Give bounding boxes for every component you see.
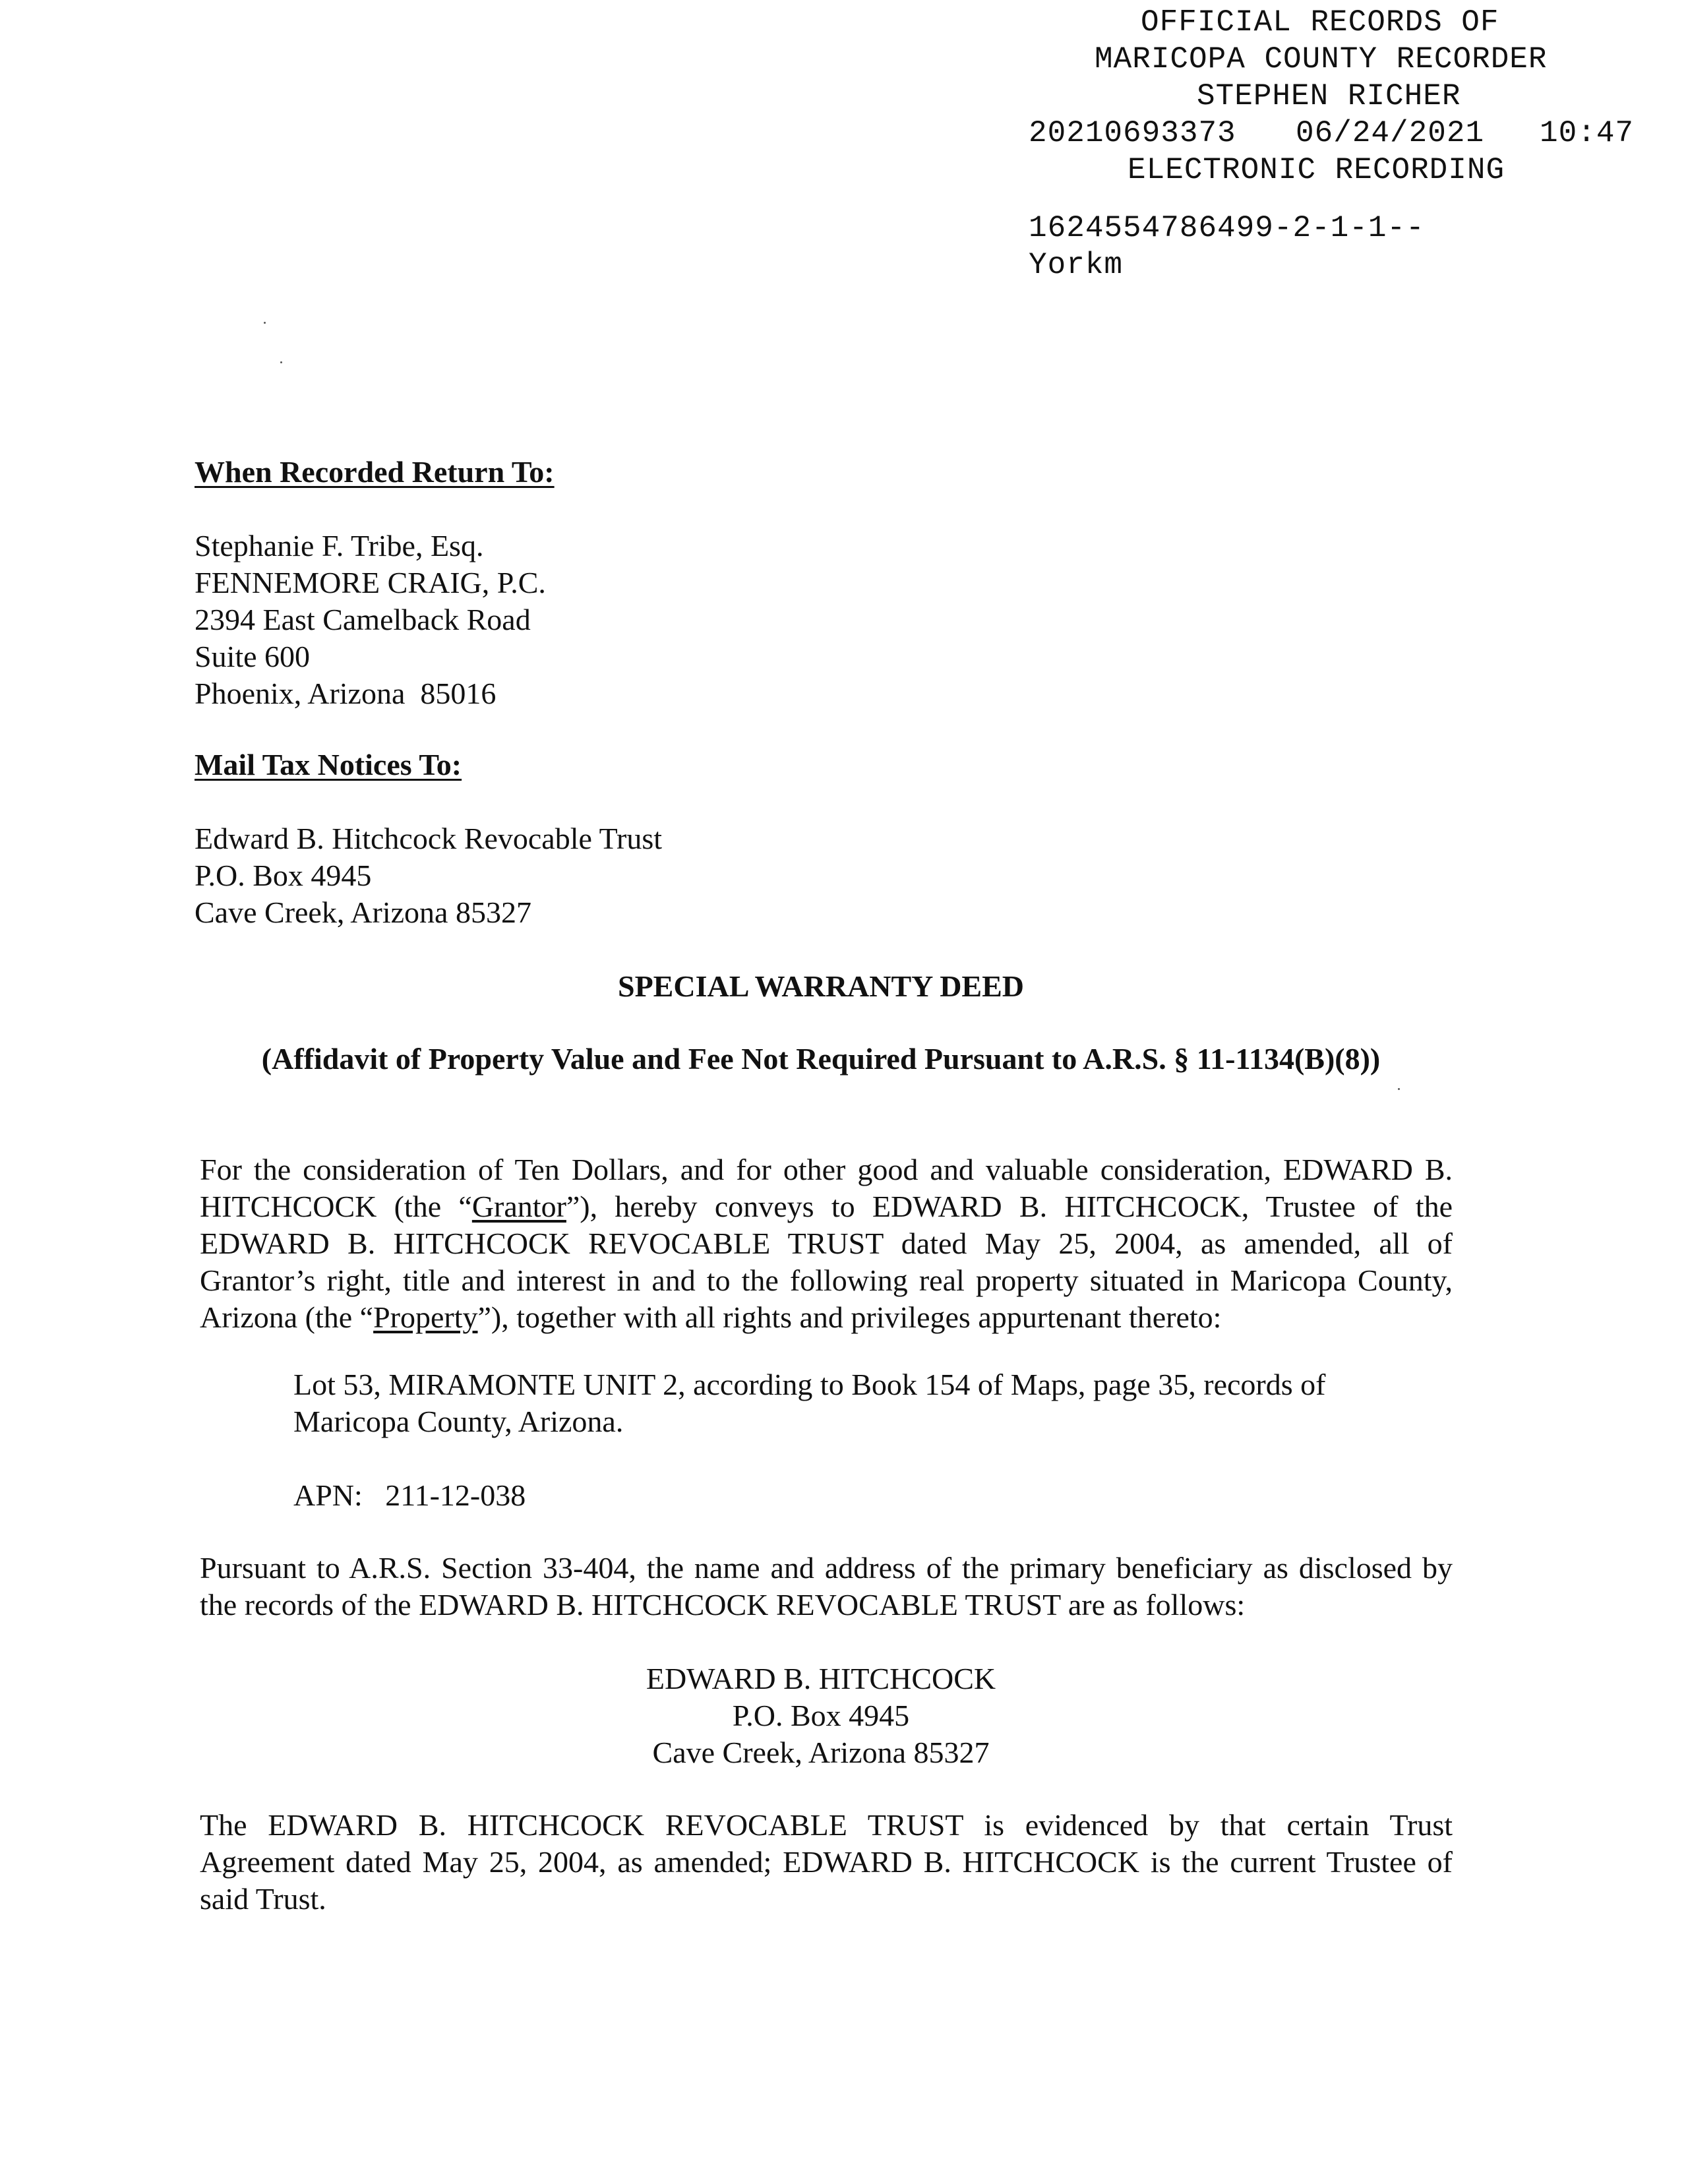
recording-number: 20210693373 xyxy=(1029,116,1236,150)
beneficiary-address-line: Cave Creek, Arizona 85327 xyxy=(652,1736,990,1769)
return-to-line: Stephanie F. Tribe, Esq. xyxy=(195,529,484,562)
return-to-section xyxy=(195,454,555,712)
conveyance-line: Arizona (the “Property”), together with all rights and privileges appurtenant thereto: xyxy=(200,1300,1222,1334)
beneficiary-statement-line: the records of the EDWARD B. HITCHCOCK REVOCABLE TRUST are as follows: xyxy=(200,1588,1246,1622)
return-to-line: Suite 600 xyxy=(195,640,311,673)
beneficiary-statement xyxy=(200,1550,1453,1623)
trust-statement-line: The EDWARD B. HITCHCOCK REVOCABLE TRUST is evidenced by that certain Trust xyxy=(200,1808,1453,1842)
legal-description-line: Lot 53, MIRAMONTE UNIT 2, according to Book 154 of Maps, page 35, records of xyxy=(293,1368,1326,1401)
batch-id: 1624554786499-2-1-1-- xyxy=(1029,211,1425,245)
recording-date: 06/24/2021 xyxy=(1296,116,1485,150)
legal-description xyxy=(293,1366,1414,1440)
recorder-name: STEPHEN RICHER xyxy=(1197,79,1461,113)
recording-time: 10:47 xyxy=(1540,116,1635,150)
tax-notices-line: Cave Creek, Arizona 85327 xyxy=(195,895,531,929)
conveyance-line: For the consideration of Ten Dollars, and for other good and valuable consideration, EDWARD B. xyxy=(200,1153,1453,1186)
return-to-heading: When Recorded Return To: xyxy=(195,455,555,489)
trust-statement xyxy=(200,1807,1453,1918)
legal-description-line: Maricopa County, Arizona. xyxy=(293,1405,624,1438)
clerk-id: Yorkm xyxy=(1029,248,1124,282)
trust-statement-line: said Trust. xyxy=(200,1882,326,1916)
recording-type: ELECTRONIC RECORDING xyxy=(1128,153,1505,187)
tax-notices-section xyxy=(195,746,662,931)
beneficiary-name: EDWARD B. HITCHCOCK xyxy=(646,1662,996,1695)
conveyance-paragraph xyxy=(200,1151,1453,1336)
recorder-stamp-line2: MARICOPA COUNTY RECORDER xyxy=(1095,42,1548,76)
apn: APN: 211-12-038 xyxy=(293,1478,526,1512)
tax-notices-line: Edward B. Hitchcock Revocable Trust xyxy=(195,822,663,855)
scan-speck xyxy=(1398,1088,1400,1090)
tax-notices-line: P.O. Box 4945 xyxy=(195,859,372,892)
conveyance-line: Grantor’s right, title and interest in and to the following real property situated in Maricopa County, xyxy=(200,1263,1453,1297)
tax-notices-heading: Mail Tax Notices To: xyxy=(195,748,462,781)
grantor-term: Grantor xyxy=(471,1190,566,1223)
deed-title: SPECIAL WARRANTY DEED xyxy=(617,969,1024,1003)
conveyance-line: HITCHCOCK (the “Grantor”), hereby conveys to EDWARD B. HITCHCOCK, Trustee of the xyxy=(200,1190,1453,1223)
return-to-line: Phoenix, Arizona 85016 xyxy=(195,677,497,710)
trust-statement-line: Agreement dated May 25, 2004, as amended; EDWARD B. HITCHCOCK is the current Trustee of xyxy=(200,1845,1453,1879)
scan-speck xyxy=(280,361,282,363)
property-term: Property xyxy=(373,1300,478,1334)
beneficiary-address xyxy=(0,1660,1642,1771)
beneficiary-address-line: P.O. Box 4945 xyxy=(732,1699,910,1732)
return-to-line: FENNEMORE CRAIG, P.C. xyxy=(195,566,546,599)
return-to-line: 2394 East Camelback Road xyxy=(195,603,531,636)
conveyance-line: EDWARD B. HITCHCOCK REVOCABLE TRUST dated May 25, 2004, as amended, all of xyxy=(200,1227,1453,1260)
beneficiary-statement-line: Pursuant to A.R.S. Section 33-404, the name and address of the primary beneficiary as disclosed by xyxy=(200,1551,1453,1585)
deed-subtitle: (Affidavit of Property Value and Fee Not Required Pursuant to A.R.S. § 11-1134(B)(8)) xyxy=(261,1042,1381,1076)
recorder-stamp-line1: OFFICIAL RECORDS OF xyxy=(1141,5,1499,40)
scan-speck xyxy=(264,322,266,324)
